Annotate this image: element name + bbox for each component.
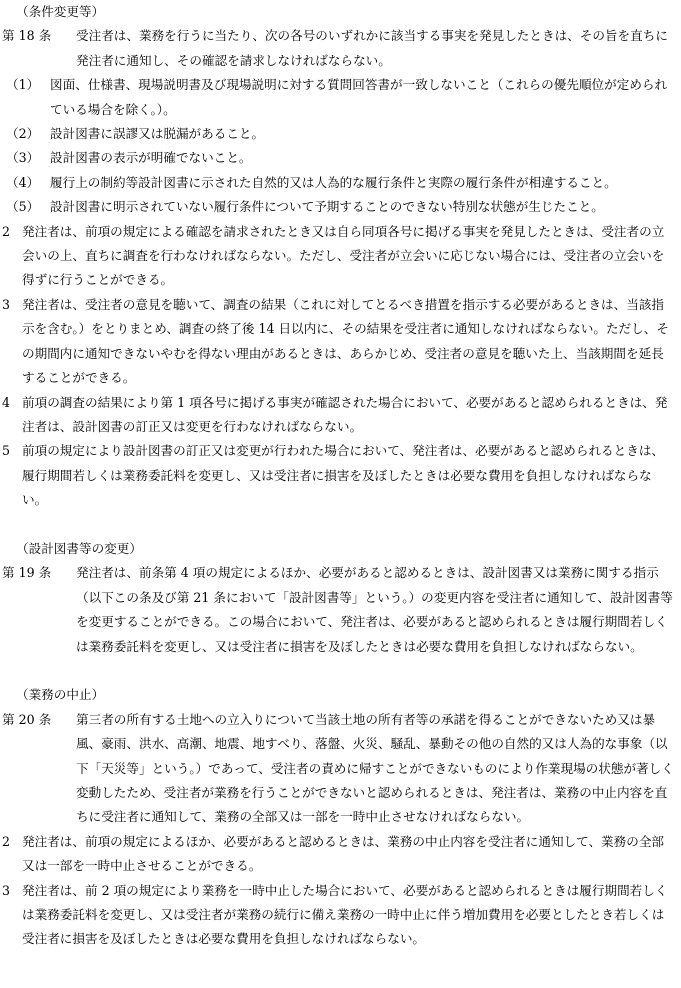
article	[2, 561, 675, 659]
paragraph-text: 前項の規定により設計図書の訂正又は変更が行われた場合において、発注者は、必要があると認められるときは、履行期間若しくは業務委託料を変更し、又は受注者に損害を及ぼしたときは必要な費用を負担しなければならない。	[22, 443, 665, 508]
article	[2, 24, 675, 73]
article	[2, 708, 675, 830]
list-item	[2, 122, 675, 146]
item-number: （3）	[6, 150, 40, 166]
item-text: 設計図書の表示が明確でないこと。	[50, 150, 252, 166]
paragraph-number: 3	[2, 882, 11, 898]
paragraph-text: 発注者は、前項の規定による確認を請求されたとき又は自ら同項各号に掲げる事実を発見したときは、受注者の立会いの上、直ちに調査を行わなければならない。ただし、受注者が立会いに応じない場合には、受注者の立会いを得ずに行うことができる。	[22, 223, 665, 288]
paragraph	[2, 879, 675, 952]
item-number: （1）	[6, 77, 40, 93]
article-text: 第三者の所有する土地への立入りについて当該土地の所有者等の承諾を得ることができないため又は暴風、豪雨、洪水、高潮、地震、地すべり、落盤、火災、騒乱、暴動その他の自然的又は人為的な事象（以下「天災等」という。）であって、受注者の責めに帰すことができないものにより作業現場の状態が著しく変動したため、受注者が業務を行うことができないと認められるときは、発注者は、業務の中止内容を直ちに受注者に通知して、業務の全部又は一部を一時中止させなければならない。	[76, 711, 674, 825]
section-gap	[2, 659, 675, 683]
paragraph-number: 3	[2, 296, 11, 312]
paragraph-number: 2	[2, 223, 11, 239]
section-gap	[2, 513, 675, 537]
article-number: 第 19 条	[2, 565, 52, 581]
item-text: 図面、仕様書、現場説明書及び現場説明に対する質問回答書が一致しないこと（これらの優先順位が定められている場合を除く。）。	[50, 77, 668, 117]
section-article-18	[2, 0, 675, 513]
section-heading: （設計図書等の変更）	[16, 540, 142, 556]
item-number: （2）	[6, 126, 40, 142]
paragraph	[2, 293, 675, 391]
paragraph-number: 5	[2, 443, 11, 459]
paragraph-text: 発注者は、前項の規定によるほか、必要があると認めるときは、業務の中止内容を受注者に通知して、業務の全部又は一部を一時中止させることができる。	[22, 833, 665, 874]
paragraph-number: 2	[2, 833, 11, 849]
list-item	[2, 171, 675, 195]
item-text: 設計図書に明示されていない履行条件について予期することのできない特別な状態が生じたこと。	[50, 199, 604, 215]
item-text: 履行上の制約等設計図書に示された自然的又は人為的な履行条件と実際の履行条件が相違すること。	[50, 174, 617, 190]
paragraph	[2, 439, 675, 512]
item-number: （5）	[6, 199, 40, 215]
article-number: 第 18 条	[2, 28, 52, 44]
list-item	[2, 73, 675, 122]
section-article-20	[2, 683, 675, 951]
article-number: 第 20 条	[2, 711, 52, 727]
list-item	[2, 146, 675, 170]
paragraph	[2, 220, 675, 293]
section-heading: （業務の中止）	[16, 687, 105, 703]
paragraph	[2, 391, 675, 440]
section-article-19	[2, 537, 675, 659]
paragraph-text: 発注者は、前 2 項の規定により業務を一時中止した場合において、必要があると認められるときは履行期間若しくは業務委託料を変更し、又は受注者が業務の続行に備え業務の一時中止に伴う増加費用を必要としたとき若しくは受注者に損害を及ぼしたときは必要な費用を負担しなければならない。	[22, 882, 668, 947]
paragraph-number: 4	[2, 394, 11, 410]
paragraph	[2, 830, 675, 879]
item-number: （4）	[6, 174, 40, 190]
paragraph-text: 発注者は、受注者の意見を聴いて、調査の結果（これに対してとるべき措置を指示する必要があるときは、当該指示を含む。）をとりまとめ、調査の終了後 14 日以内に、その結果を受注者に通知しなければならない。ただし、その期間内に通知できないやむを得ない理由があるときは、あらかじめ、受注者の意見を聴いた上、当該期間を延長することができる。	[22, 296, 669, 386]
list-item	[2, 195, 675, 219]
section-heading: （条件変更等）	[16, 4, 105, 19]
article-text: 発注者は、前条第 4 項の規定によるほか、必要があると認めるときは、設計図書又は業務に関する指示（以下この条及び第 21 条において「設計図書等」という。）の変更内容を受注者に通知して、設計図書等を変更することができる。この場合において、発注者は、必要があると認められるときは履行期間若しくは業務委託料を変更し、又は受注者に損害を及ぼしたときは必要な費用を負担しなければならない。	[76, 565, 673, 654]
paragraph-text: 前項の調査の結果により第 1 項各号に掲げる事実が確認された場合において、必要があると認められるときは、発注者は、設計図書の訂正又は変更を行わなければならない。	[22, 394, 668, 434]
article-text: 受注者は、業務を行うに当たり、次の各号のいずれかに該当する事実を発見したときは、その旨を直ちに発注者に通知し、その確認を請求しなければならない。	[76, 28, 668, 68]
item-text: 設計図書に誤謬又は脱漏があること。	[50, 126, 265, 142]
